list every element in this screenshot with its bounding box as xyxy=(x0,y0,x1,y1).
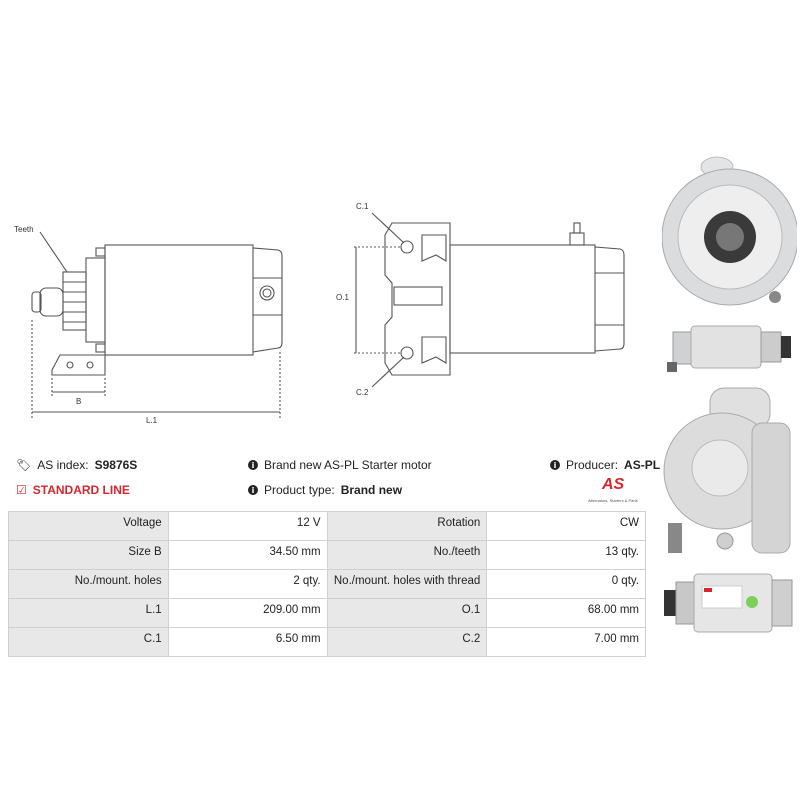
l1-dimension-label: L.1 xyxy=(146,416,158,425)
as-index-row xyxy=(16,458,137,472)
spec-key-cell: No./mount. holes with thread xyxy=(327,570,487,599)
spec-key-cell: Rotation xyxy=(327,512,487,541)
spec-key-cell: L.1 xyxy=(9,599,169,628)
b-dimension-label: B xyxy=(76,397,82,406)
spec-value-cell: CW xyxy=(487,512,646,541)
side-view-drawing xyxy=(10,220,290,430)
checkbox-icon: ☑ xyxy=(16,483,27,497)
spec-value-cell: 209.00 mm xyxy=(168,599,327,628)
logo-tagline: Alternators, Starters & Parts xyxy=(588,498,638,503)
spec-value-cell: 68.00 mm xyxy=(487,599,646,628)
tags-icon: 🏷 xyxy=(16,458,32,472)
c2-label: C.2 xyxy=(356,388,369,397)
spec-value-cell: 0 qty. xyxy=(487,570,646,599)
spec-value-cell: 7.00 mm xyxy=(487,628,646,657)
producer-row xyxy=(550,458,660,472)
info-icon: i xyxy=(550,460,560,470)
teeth-label: Teeth xyxy=(14,225,34,234)
as-index-label: AS index: xyxy=(37,458,89,472)
table-row xyxy=(9,541,646,570)
spec-value-cell: 34.50 mm xyxy=(168,541,327,570)
product-photo-front xyxy=(662,155,797,315)
description-row xyxy=(248,458,432,472)
as-pl-logo xyxy=(588,476,648,506)
spec-key-cell: Voltage xyxy=(9,512,169,541)
producer-label: Producer: xyxy=(566,458,619,472)
table-row xyxy=(9,628,646,657)
spec-value-cell: 2 qty. xyxy=(168,570,327,599)
producer-value: AS-PL xyxy=(624,458,661,472)
c1-label: C.1 xyxy=(356,202,369,211)
spec-key-cell: No./mount. holes xyxy=(9,570,169,599)
product-description: Brand new AS-PL Starter motor xyxy=(264,458,432,472)
product-photo-label-side xyxy=(662,568,797,640)
standard-line-row xyxy=(16,483,130,497)
spec-key-cell: O.1 xyxy=(327,599,487,628)
info-icon: i xyxy=(248,460,258,470)
product-photo-side xyxy=(665,318,795,376)
spec-key-cell: No./teeth xyxy=(327,541,487,570)
spec-key-cell: C.1 xyxy=(9,628,169,657)
specs-table xyxy=(8,511,646,657)
table-row xyxy=(9,599,646,628)
spec-key-cell: Size B xyxy=(9,541,169,570)
product-type-row xyxy=(248,483,402,497)
product-type-value: Brand new xyxy=(340,483,403,497)
spec-value-cell: 12 V xyxy=(168,512,327,541)
table-row xyxy=(9,512,646,541)
standard-line-label: STANDARD LINE xyxy=(32,483,130,497)
product-photo-rear xyxy=(660,383,795,558)
spec-key-cell: C.2 xyxy=(327,628,487,657)
spec-value-cell: 13 qty. xyxy=(487,541,646,570)
as-index-value: S9876S xyxy=(94,458,138,472)
o1-label: O.1 xyxy=(336,293,349,302)
table-row xyxy=(9,570,646,599)
product-type-label: Product type: xyxy=(264,483,335,497)
info-icon: i xyxy=(248,485,258,495)
mounting-view-drawing xyxy=(330,195,630,410)
spec-value-cell: 6.50 mm xyxy=(168,628,327,657)
logo-mark: AS xyxy=(602,476,625,493)
